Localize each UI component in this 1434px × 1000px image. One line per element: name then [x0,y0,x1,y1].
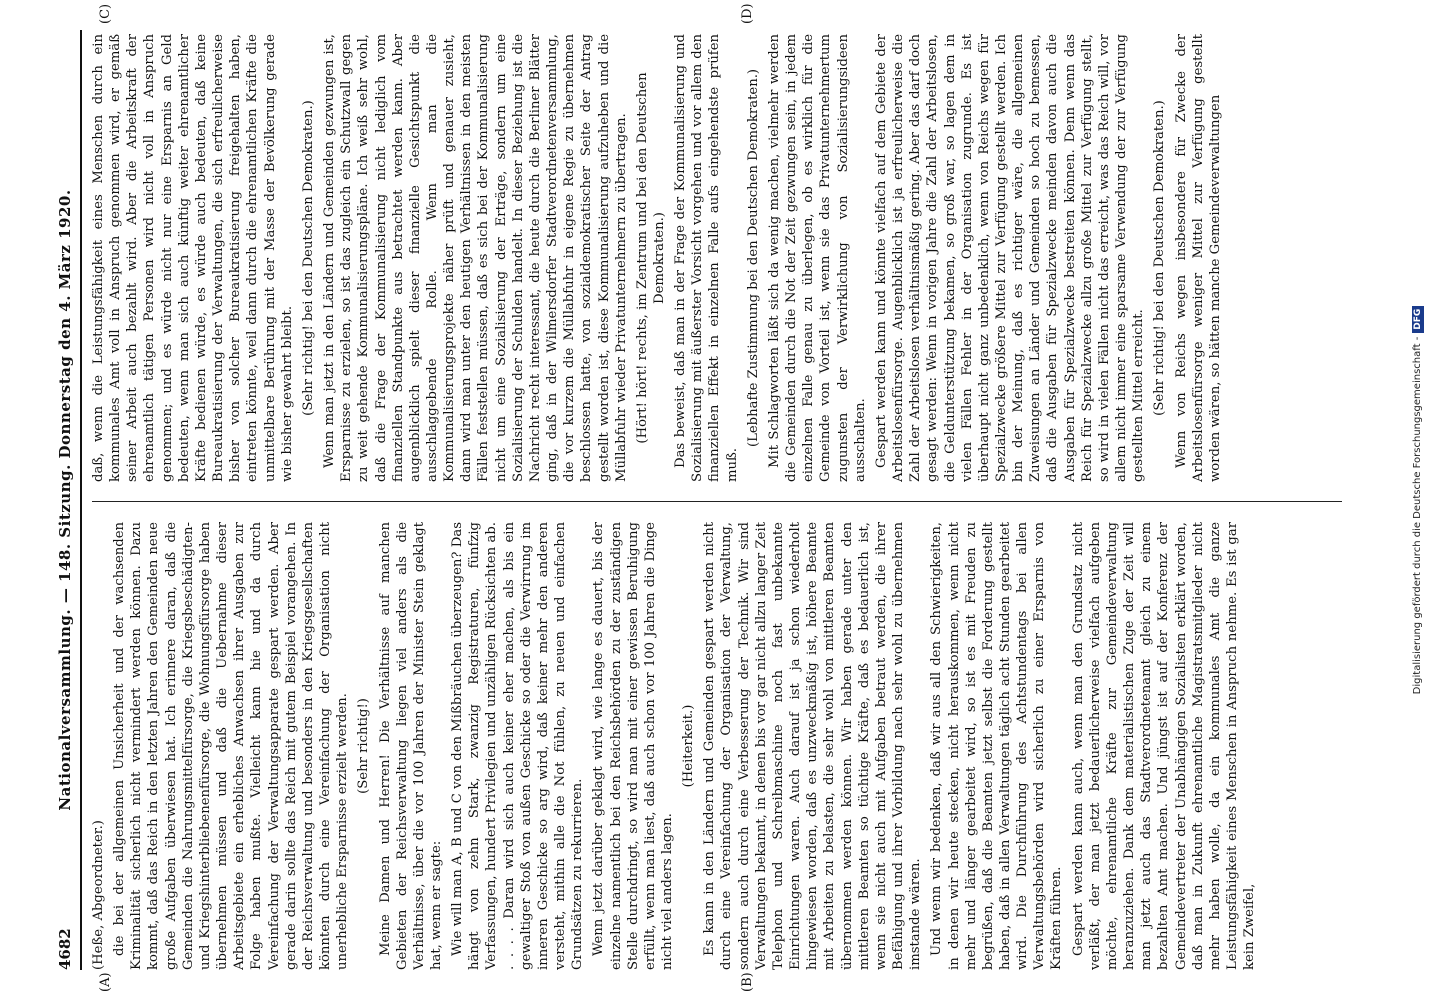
paragraph: Gespart werden kann und könnte vielfach auf dem Gebiete der Arbeitslosenfürsorge. Augenblicklich ist ja erfreulicherweise die Zahl der Arbeitslosen verhältnismäßig gering. Aber das darf doch gesagt werden: Wenn in vorigen Jahre die Zahl der Arbeitslosen, die Geldunterstützung bekamen, so groß war, so lagen dem in vielen Fällen Fehler in der Organisation zugrunde. Es ist überhaupt nicht ganz unbedenklich, wenn von Reichs wegen für Spezialzwecke größere Mittel zur Verfügung gestellt werden. Ich bin der Meinung, daß es richtiger wäre, die allgemeinen Zuweisungen an Länder und Gemeinden so hoch zu bemessen, daß die Ausgaben für Spezialzwecke meinden davon auch die Ausgaben für Spezialzwecke bestreiten können. Denn wenn das Reich für Spezialzwecke allzu große Mittel zur Verfügung stellt, so wird in vielen Fällen nicht das erreicht, was das Reich will, vor allem nicht immer eine sparsame Verwendung der zur Verfügung gestellten Mittel erreicht. [873,34,1147,482]
paragraph: Gespart werden kann auch, wenn man den Grundsatz nicht verläßt, der man jetzt bedauerlicherweise vielfach aufgeben möchte, ehrenamtliche Kräfte zur Gemeindeverwaltung heranzuziehen. Dank dem materialistischen Zuge der Zeit will man jetzt auch das Stadtverordnetenamt gleich zu einem bezahlten Amt machen. Und jüngst ist auf der Konferenz der Gemeindevertreter der Unabhängigen Sozialisten erklärt worden, daß man in Zukunft ehrenamtliche Magistratsmitglieder nicht mehr haben wolle, da ein kommunales Amt die ganze Leistungsfähigkeit eines Menschen in Anspruch nehme. Es ist gar kein Zweifel, [1070,522,1258,970]
speaker-label: (Heße, Abgeordneter.) [91,820,106,970]
interjection: (Sehr richtig! bei den Deutschen Demokraten.) [300,100,316,416]
quotation: Wie will man A, B und C von den Mißbräuchen überzeugen? Das hängt von zehn Stark, zwanzig Registraturen, fünfzig Verfassungen, hundert Privilegien und unzähligen Rücksichten ab. . . . . Daran wird sich auch keiner eher machen, als bis ein gewaltiger Stoß von außen Geschicke so oder die Verwirrung im inneren Geschicke so arg wird, daß keiner mehr den anderen versteht, mithin alle die Not fühlen, zu neuen und einfachen Grundsätzen zu rekurrieren. [450,522,586,970]
paragraph: Das beweist, daß man in der Frage der Kommunalisierung und Sozialisierung mit äußerster Vorsicht vorgehen und vor allem den finanziellen Effekt in einzelnen Falle aufs eingehendste prüfen muß. [673,34,740,482]
right-column [90,34,1345,482]
dfg-logo: DFG [1412,306,1424,333]
column-divider [92,501,1342,502]
margin-marker-c: (C) [98,3,113,24]
digitization-credit [1412,0,1424,1000]
interjection: (Lebhafte Zustimmung bei den Deutschen Demokraten.) [745,68,761,448]
interjection: (Heiterkeit.) [681,704,697,788]
paragraph: daß, wenn die Leistungsfähigkeit eines Menschen durch ein kommunales Amt voll in Anspruch genommen wird, er gemäß seiner Arbeit auch bezahlt wird. Aber die Arbeitskraft der ehrenamtlich tätigen Personen wird nicht voll in Anspruch genommen; und es würde nicht nur eine Ersparnis an Geld bedeuten, wenn man sich auch künftig weiter ehrenamtlicher Kräfte bedienen würde, es würde auch bedeuten, daß keine Bureaukratisierung der Verwaltungen, die sich erfreulicherweise bisher von solcher Bureaukratisierung freigehalten haben, eintreten könnte, weil dann durch die ehrenamtlichen Kräfte die unmittelbare Berührung mit der Masse der Bevölkerung gerade wie bisher gewahrt bleibt. [91,34,295,482]
margin-marker-b: (B) [740,972,755,992]
left-column [90,522,1345,970]
paragraph: Wenn man jetzt in den Ländern und Gemeinden gezwungen ist, Ersparnisse zu erzielen, so ist das zugleich ein Schutzwall gegen zu weit gehende Kommunalisierungspläne. Ich weiß sehr wohl, daß die Frage der Kommunalisierung nicht lediglich vom finanziellen Standpunkte aus betrachtet werden kann. Aber augenblicklich spielt dieser finanzielle Gesichtspunkt die ausschlaggebende Rolle. Wenn man die Kommunalisierungsprojekte näher prüft und genauer zusieht, dann wird man unter den heutigen Verhältnissen in den meisten Fällen feststellen müssen, daß es sich bei der Kommunalisierung nicht um eine Sozialisierung der Erträge, sondern um eine Sozialisierung der Schulden handelt. In dieser Beziehung ist die Nachricht recht interessant, die heute durch die Berliner Blätter ging, daß in der Wilmersdorfer Stadtverordnetenversammlung, die vor kurzem die Müllabfuhr in eigene Regie zu übernehmen beschlossen hatte, von sozialdemokratischer Seite der Antrag gestellt worden ist, diese Kommunalisierung aufzuheben und die Müllabfuhr wieder Privatunternehmern zu übertragen. [322,34,629,482]
paragraph: Mit Schlagworten läßt sich da wenig machen, vielmehr werden die Gemeinden durch die Not der Zeit gezwungen sein, in jedem einzelnen Falle genau zu überlegen, ob es wirklich für die Gemeinde von Vorteil ist, wenn sie das Privatunternehmertum zugunsten der Verwirklichung von Sozialisierungsideen ausschalten. [766,34,868,482]
interjection: (Sehr richtig! bei den Deutschen Demokraten.) [1152,100,1168,416]
page-number: 4682 [56,928,74,970]
running-title: Nationalversammlung. — 148. Sitzung. Donnerstag den 4. März 1920. [56,189,74,811]
margin-marker-d: (D) [740,3,755,24]
interjection: (Sehr richtig!) [356,698,372,794]
margin-marker-a: (A) [98,972,113,992]
running-header [42,30,82,970]
header-rule [80,30,82,970]
paragraph: die bei der allgemeinen Unsicherheit und der wachsenden Kriminalität sicherlich nicht vermindert werden können. Dazu kommt, daß das Reich in den letzten Jahren den Gemeinden neue große Aufgaben überwiesen hat. Ich erinnere daran, daß die Gemeinden die Nahrungsmittelfürsorge, die Kriegsbeschädigten- und Kriegshinterbliebenenfürsorge, die Wohnungsfürsorge haben übernehmen müssen und daß die Uebernahme dieser Arbeitsgebiete ein erhebliches Anwachsen ihrer Ausgaben zur Folge haben mußte. Vielleicht kann hie und da durch Vereinfachung der Verwaltungsapparate gespart werden. Aber gerade darin sollte das Reich mit gutem Beispiel vorangehen. In der Reichsverwaltung und besonders in den Kriegsgesellschaften könnten durch eine Vereinfachung der Organisation nicht unerhebliche Ersparnisse erzielt werden. [112,522,351,970]
paragraph: Meine Damen und Herren! Die Verhältnisse auf manchen Gebieten der Reichsverwaltung liegen viel anders als die Verhältnisse, über die vor 100 Jahren der Minister Stein geklagt hat, wenn er sagte: [377,522,444,970]
interjection: (Hört! hört! rechts, im Zentrum und bei den Deutschen Demokraten.) [634,72,667,444]
credit-text: Digitalisierung gefördert durch die Deutsche Forschungsgemeinschaft - [1412,336,1423,695]
paragraph: Es kann in den Ländern und Gemeinden gespart werden nicht durch eine Vereinfachung der Organisation der Verwaltung, sondern auch durch eine Verbesserung der Technik. Wir sind Verwaltungen bekannt, in denen bis vor gar nicht allzu langer Zeit Telephon und Schreibmaschine noch fast unbekannte Einrichtungen waren. Auch darauf ist ja schon wiederholt hingewiesen worden, daß es unzweckmäßig ist, höhere Beamte mit Arbeiten zu belasten, die sehr wohl von mittleren Beamten übernommen werden können. Wir haben gerade unter den mittleren Beamten so tüchtige Kräfte, daß es bedauerlich ist, wenn sie nicht auch mit Aufgaben betraut werden, die ihrer Befähigung und ihrer Vorbildung nach sehr wohl zu übernehmen imstande wären. [702,522,924,970]
paragraph: Und wenn wir bedenken, daß wir aus all den Schwierigkeiten, in denen wir heute stecken, nicht herauskommen, wenn nicht mehr und länger gearbeitet wird, so ist es mit Freuden zu begrüßen, daß die Beamten jetzt selbst die Forderung gestellt haben, daß in allen Verwaltungen täglich acht Stunden gearbeitet wird. Die Durchführung des Achtstundentags bei allen Verwaltungsbehörden wird sicherlich zu einer Ersparnis von Kräften führen. [929,522,1065,970]
paragraph: Wenn von Reichs wegen insbesondere für Zwecke der Arbeitslosenfürsorge weniger Mittel zur Verfügung gestellt worden wären, so hätten manche Gemeindeverwaltungen [1173,34,1223,482]
paragraph: Wenn jetzt darüber geklagt wird, wie lange es dauert, bis der einzelne namentlich bei den Reichsbehörden zu der zuständigen Stelle durchdringt, so wird man mit einer gewissen Beruhigung erfüllt, wenn man liest, daß auch schon vor 100 Jahren die Dinge nicht viel anders lagen. [591,522,675,970]
